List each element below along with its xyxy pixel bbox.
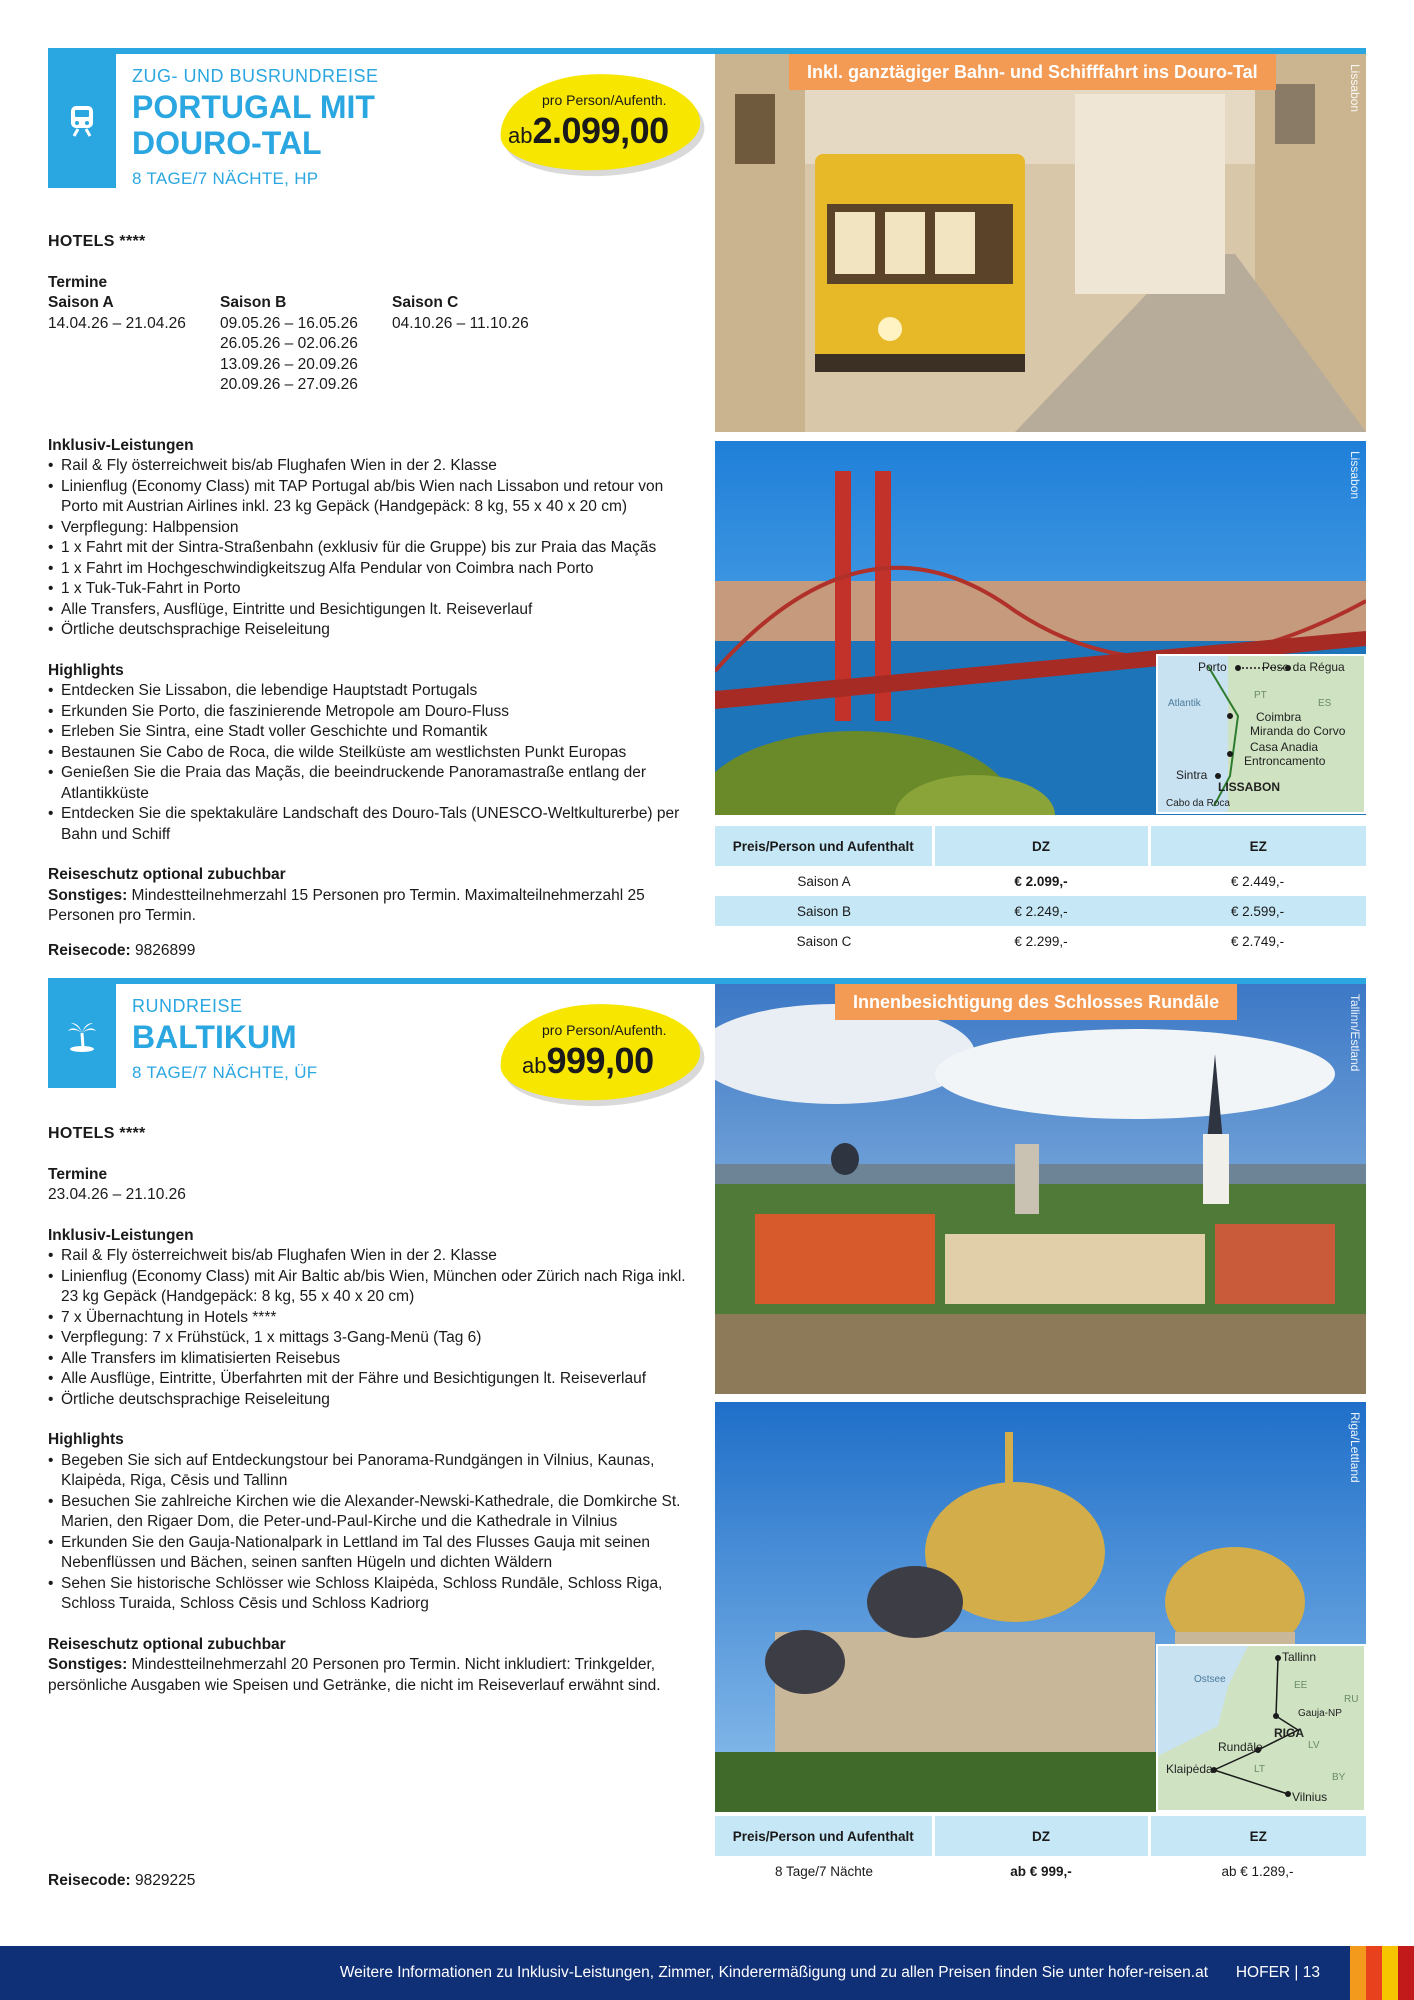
list-item: • Entdecken Sie Lissabon, die lebendige Hauptstadt Portugals: [48, 681, 688, 702]
list-item: • Verpflegung: 7 x Frühstück, 1 x mittags 3-Gang-Menü (Tag 6): [48, 1328, 688, 1349]
termine-heading: Termine: [48, 1165, 108, 1183]
tour-header: [132, 66, 379, 189]
tour-header: [132, 996, 318, 1083]
tour-duration: 8 TAGE/7 NÄCHTE, HP: [132, 169, 319, 188]
map-label: Ostsee: [1194, 1674, 1226, 1685]
table-row: Saison C € 2.299,- € 2.749,-: [796, 933, 1285, 949]
termine-dates: 23.04.26 – 21.10.26: [48, 1186, 186, 1203]
tour-details: [48, 1124, 688, 1696]
table-header: DZ: [933, 826, 1149, 866]
palm-tree-icon: [67, 1019, 97, 1053]
sonstiges: Sonstiges: Mindestteilnehmerzahl 20 Personen pro Termin. Nicht inkludiert: Trinkgelder, persönliche Ausgaben wie Speisen und Getränke, die nicht im Reiseverlauf erwähnt sind.: [48, 1656, 661, 1694]
list-item: • Örtliche deutschsprachige Reiseleitung: [48, 1390, 688, 1411]
table-header: Preis/Person und Aufenthalt: [715, 826, 933, 866]
photo-tag: Inkl. ganztägiger Bahn- und Schifffahrt ins Douro-Tal: [789, 54, 1276, 90]
list-item: • 1 x Fahrt mit der Sintra-Straßenbahn (exklusiv für die Gruppe) bis zur Praia das Maçãs: [48, 538, 688, 559]
table-header: Preis/Person und Aufenthalt: [715, 1816, 933, 1856]
list-item: • Alle Ausflüge, Eintritte, Überfahrten mit der Fähre und Besichtigungen lt. Reiseverlauf: [48, 1369, 688, 1390]
photo-location-label: Lissabon: [1348, 451, 1362, 500]
map-label: RIGA: [1274, 1726, 1304, 1740]
map-label: Miranda do Corvo: [1250, 724, 1346, 738]
map-label: Casa Anadia: [1250, 740, 1319, 754]
reiseschutz: Reiseschutz optional zubuchbar: [48, 866, 286, 883]
tour-title: BALTIKUM: [132, 1019, 297, 1055]
map-label: RU: [1344, 1694, 1359, 1705]
list-item: • Entdecken Sie die spektakuläre Landschaft des Douro-Tals (UNESCO-Weltkulturerbe) per Bahn und Schiff: [48, 804, 688, 845]
list-item: • Begeben Sie sich auf Entdeckungstour bei Panorama-Rundgängen in Vilnius, Kaunas, Klaipėda, Riga, Cēsis und Tallinn: [48, 1451, 688, 1492]
hotels-rating: HOTELS ****: [48, 233, 146, 250]
sonstiges: Sonstiges: Mindestteilnehmerzahl 15 Personen pro Termin. Maximalteilnehmerzahl 25 Personen pro Termin.: [48, 886, 645, 924]
map-label: Cabo da Roca: [1166, 798, 1230, 809]
list-item: • Erleben Sie Sintra, eine Stadt voller Geschichte und Romantik: [48, 722, 688, 743]
tour-baltikum: [48, 978, 1366, 1889]
list-item: • Sehen Sie historische Schlösser wie Schloss Klaipėda, Schloss Rundāle, Schloss Riga, Schloss Turaida, Schloss Cēsis und Schloss Kadriorg: [48, 1574, 688, 1615]
highlights-list: [48, 1451, 688, 1615]
map-label: Coimbra: [1256, 710, 1302, 724]
price-label: pro Person/Aufenth.: [542, 92, 667, 108]
highlights-heading: Highlights: [48, 1431, 124, 1448]
inklusiv-list: [48, 1246, 688, 1410]
list-item: • 1 x Tuk-Tuk-Fahrt in Porto: [48, 579, 688, 600]
list-item: • 1 x Fahrt im Hochgeschwindigkeitszug Alfa Pendular von Coimbra nach Porto: [48, 559, 688, 580]
price-table: [715, 1816, 1366, 1886]
route-map-portugal: [1156, 654, 1366, 814]
tour-title-line1: PORTUGAL MIT: [132, 89, 375, 125]
footer-brand-page: HOFER | 13: [1235, 1964, 1320, 1981]
map-label: Atlantik: [1168, 698, 1201, 709]
reisecode: Reisecode: 9826899: [48, 942, 196, 959]
season-dates: [48, 293, 688, 396]
map-label: Vilnius: [1292, 1790, 1328, 1804]
termine-heading: Termine: [48, 273, 108, 291]
map-label: Peso da Régua: [1262, 660, 1345, 674]
map-label: ES: [1318, 698, 1332, 709]
list-item: • Genießen Sie die Praia das Maçãs, die beeindruckende Panoramastraße entlang der Atlantikküste: [48, 763, 688, 804]
highlights-list: [48, 681, 688, 845]
map-label: EE: [1294, 1680, 1308, 1691]
footer-color-stripes: [1350, 1946, 1414, 2000]
inklusiv-heading: Inklusiv-Leistungen: [48, 1226, 194, 1244]
route-map-baltikum: [1156, 1644, 1366, 1812]
map-label: BY: [1332, 1772, 1346, 1783]
photo-location-label: Lissabon: [1348, 64, 1362, 113]
page-footer: [0, 1946, 1414, 2000]
photo-lisbon-tram: [715, 54, 1366, 432]
reiseschutz: Reiseschutz optional zubuchbar: [48, 1635, 286, 1653]
reisecode: Reisecode: 9829225: [48, 1872, 196, 1889]
photo-location-label: Riga/Lettland: [1348, 1412, 1362, 1483]
list-item: • Erkunden Sie Porto, die faszinierende Metropole am Douro-Fluss: [48, 702, 688, 723]
footer-info: Weitere Informationen zu Inklusiv-Leistungen, Zimmer, Kinderermäßigung und zu allen Preisen finden Sie unter hofer-reisen.at: [339, 1964, 1208, 1981]
list-item: • Örtliche deutschsprachige Reiseleitung: [48, 620, 688, 641]
table-header: DZ: [933, 1816, 1149, 1856]
tour-details: [48, 232, 688, 927]
price-value: ab2.099,00: [508, 110, 669, 151]
table-row: 8 Tage/7 Nächte ab € 999,- ab € 1.289,-: [774, 1863, 1294, 1879]
list-item: • Alle Transfers, Ausflüge, Eintritte und Besichtigungen lt. Reiseverlauf: [48, 600, 688, 621]
map-label: Entroncamento: [1244, 754, 1326, 768]
inklusiv-list: [48, 456, 688, 641]
price-label: pro Person/Aufenth.: [542, 1022, 667, 1038]
tour-icon-box: [48, 54, 116, 188]
map-label: Klaipėda: [1166, 1762, 1213, 1776]
tour-title: [132, 89, 379, 161]
tour-duration: 8 TAGE/7 NÄCHTE, ÜF: [132, 1063, 318, 1082]
season-b: Saison B 09.05.26 – 16.05.26 26.05.26 – 02.06.26 13.09.26 – 20.09.26 20.09.26 – 27.09.26: [220, 294, 358, 393]
map-label: LV: [1308, 1740, 1320, 1751]
tour-title-line2: DOURO-TAL: [132, 125, 322, 161]
table-header: EZ: [1149, 826, 1366, 866]
list-item: • Rail & Fly österreichweit bis/ab Flughafen Wien in der 2. Klasse: [48, 456, 688, 477]
map-label: Sintra: [1176, 768, 1208, 782]
map-label: Porto: [1198, 660, 1227, 674]
photo-tag: Innenbesichtigung des Schlosses Rundāle: [835, 984, 1237, 1020]
list-item: • 7 x Übernachtung in Hotels ****: [48, 1308, 688, 1329]
table-row: Saison A € 2.099,- € 2.449,-: [797, 873, 1285, 889]
tour-kicker: RUNDREISE: [132, 996, 243, 1016]
map-label: Tallinn: [1282, 1650, 1317, 1664]
tour-portugal: [48, 48, 1366, 964]
photo-location-label: Tallinn/Estland: [1348, 994, 1362, 1072]
map-label: LISSABON: [1218, 780, 1281, 794]
list-item: • Verpflegung: Halbpension: [48, 518, 688, 539]
map-label: PT: [1254, 690, 1267, 701]
list-item: • Erkunden Sie den Gauja-Nationalpark in Lettland im Tal des Flusses Gauja mit seinen Nebenflüssen und Bächen, seinen sanften Hügeln und dichten Wäldern: [48, 1533, 688, 1574]
table-header: EZ: [1149, 1816, 1366, 1856]
photo-tallinn: [715, 984, 1366, 1394]
price-value: ab999,00: [522, 1040, 654, 1081]
season-c: Saison C 04.10.26 – 11.10.26: [392, 294, 529, 332]
table-row: Saison B € 2.249,- € 2.599,-: [715, 896, 1366, 926]
price-badge: [500, 74, 700, 170]
map-label: Gauja-NP: [1298, 1708, 1342, 1719]
train-icon: [67, 104, 97, 138]
tour-kicker: ZUG- UND BUSRUNDREISE: [132, 66, 379, 86]
season-a: Saison A 14.04.26 – 21.04.26: [48, 294, 186, 332]
map-label: Rundāle: [1218, 1740, 1263, 1754]
price-badge: [500, 1004, 700, 1100]
price-table: [715, 826, 1366, 956]
list-item: • Alle Transfers im klimatisierten Reisebus: [48, 1349, 688, 1370]
list-item: • Besuchen Sie zahlreiche Kirchen wie die Alexander-Newski-Kathedrale, die Domkirche St. Marien, den Rigaer Dom, die Peter-und-Paul-Kirche und die Kathedrale in Vilnius: [48, 1492, 688, 1533]
tour-icon-box: [48, 984, 116, 1088]
map-label: LT: [1254, 1764, 1265, 1775]
list-item: • Bestaunen Sie Cabo de Roca, die wilde Steilküste am westlichsten Punkt Europas: [48, 743, 688, 764]
hotels-rating: HOTELS ****: [48, 1125, 146, 1142]
list-item: • Linienflug (Economy Class) mit TAP Portugal ab/bis Wien nach Lissabon und retour von Porto mit Austrian Airlines inkl. 23 kg Gepäck (Handgepäck: 8 kg, 55 x 40 x 20 cm): [48, 477, 688, 518]
inklusiv-heading: Inklusiv-Leistungen: [48, 436, 194, 454]
list-item: • Linienflug (Economy Class) mit Air Baltic ab/bis Wien, München oder Zürich nach Riga inkl. 23 kg Gepäck (Handgepäck: 8 kg, 55 x 40 x 20 cm): [48, 1267, 688, 1308]
list-item: • Rail & Fly österreichweit bis/ab Flughafen Wien in der 2. Klasse: [48, 1246, 688, 1267]
highlights-heading: Highlights: [48, 661, 124, 679]
